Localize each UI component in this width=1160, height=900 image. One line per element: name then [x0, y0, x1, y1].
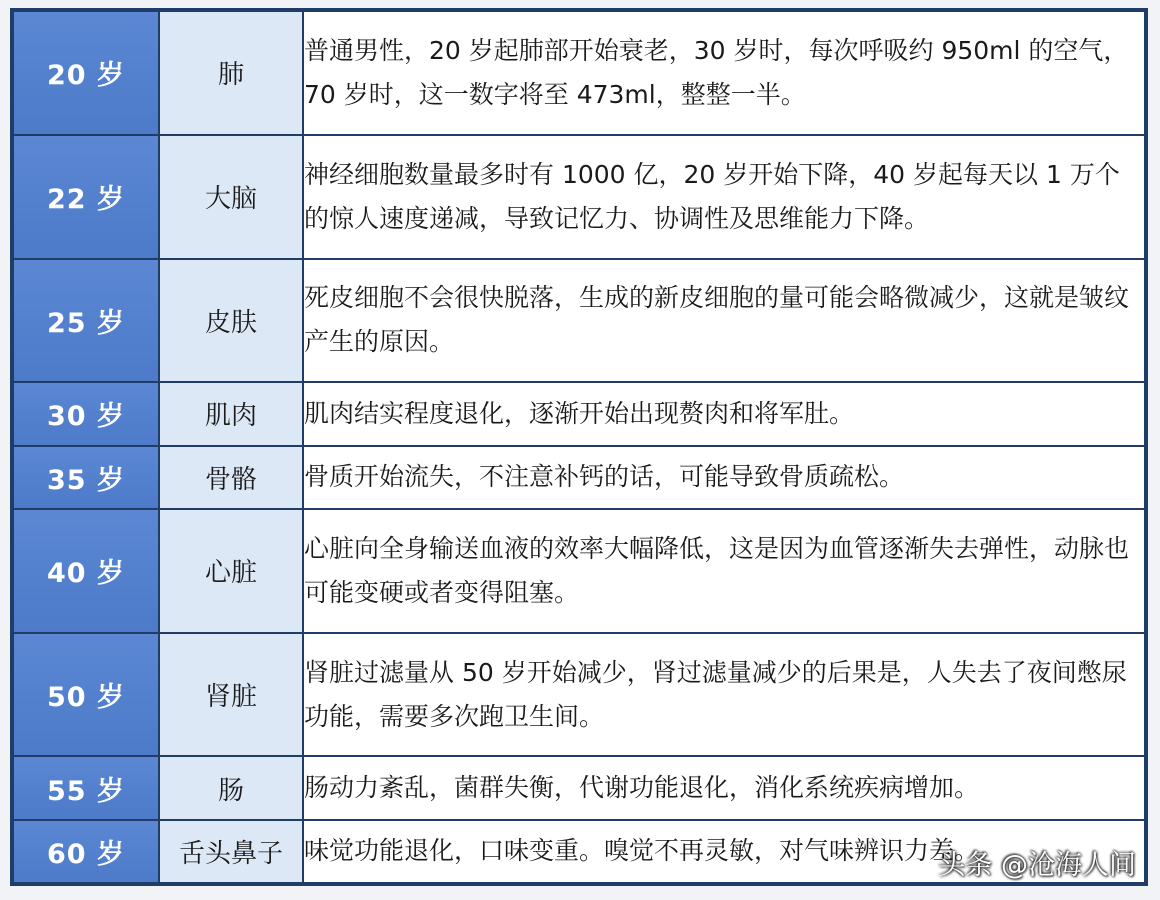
description-cell: 骨质开始流失，不注意补钙的话，可能导致骨质疏松。 [303, 446, 1145, 509]
age-cell: 22 岁 [13, 135, 159, 259]
organ-cell: 骨骼 [159, 446, 303, 509]
organ-cell: 皮肤 [159, 259, 303, 383]
table-row [13, 382, 1145, 445]
organ-cell: 肺 [159, 11, 303, 135]
age-cell: 55 岁 [13, 756, 159, 819]
age-cell: 40 岁 [13, 509, 159, 633]
table-row [13, 509, 1145, 633]
organ-cell: 肌肉 [159, 382, 303, 445]
watermark: 头条 @沧海人间 [938, 850, 1136, 881]
organ-aging-table [12, 10, 1146, 884]
organ-cell: 肾脏 [159, 633, 303, 757]
table-row [13, 756, 1145, 819]
age-cell: 30 岁 [13, 382, 159, 445]
description-cell: 肌肉结实程度退化，逐渐开始出现赘肉和将军肚。 [303, 382, 1145, 445]
age-cell: 50 岁 [13, 633, 159, 757]
organ-cell: 肠 [159, 756, 303, 819]
aging-table-frame [10, 8, 1148, 886]
description-cell: 味觉功能退化，口味变重。嗅觉不再灵敏，对气味辨识力差。 [303, 820, 1145, 883]
table-row [13, 633, 1145, 757]
organ-cell: 舌头鼻子 [159, 820, 303, 883]
description-cell: 肠动力紊乱，菌群失衡，代谢功能退化，消化系统疾病增加。 [303, 756, 1145, 819]
table-row [13, 11, 1145, 135]
organ-cell: 心脏 [159, 509, 303, 633]
age-cell: 25 岁 [13, 259, 159, 383]
description-cell: 肾脏过滤量从 50 岁开始减少，肾过滤量减少的后果是，人失去了夜间憋尿功能，需要多次跑卫生间。 [303, 633, 1145, 757]
age-cell: 35 岁 [13, 446, 159, 509]
description-cell: 神经细胞数量最多时有 1000 亿，20 岁开始下降，40 岁起每天以 1 万个的惊人速度递减，导致记忆力、协调性及思维能力下降。 [303, 135, 1145, 259]
table-row [13, 446, 1145, 509]
description-cell: 死皮细胞不会很快脱落，生成的新皮细胞的量可能会略微减少，这就是皱纹产生的原因。 [303, 259, 1145, 383]
description-cell: 心脏向全身输送血液的效率大幅降低，这是因为血管逐渐失去弹性，动脉也可能变硬或者变得阻塞。 [303, 509, 1145, 633]
table-row [13, 135, 1145, 259]
organ-cell: 大脑 [159, 135, 303, 259]
table-row [13, 259, 1145, 383]
age-cell: 60 岁 [13, 820, 159, 883]
age-cell: 20 岁 [13, 11, 159, 135]
description-cell: 普通男性，20 岁起肺部开始衰老，30 岁时，每次呼吸约 950ml 的空气，70 岁时，这一数字将至 473ml，整整一半。 [303, 11, 1145, 135]
